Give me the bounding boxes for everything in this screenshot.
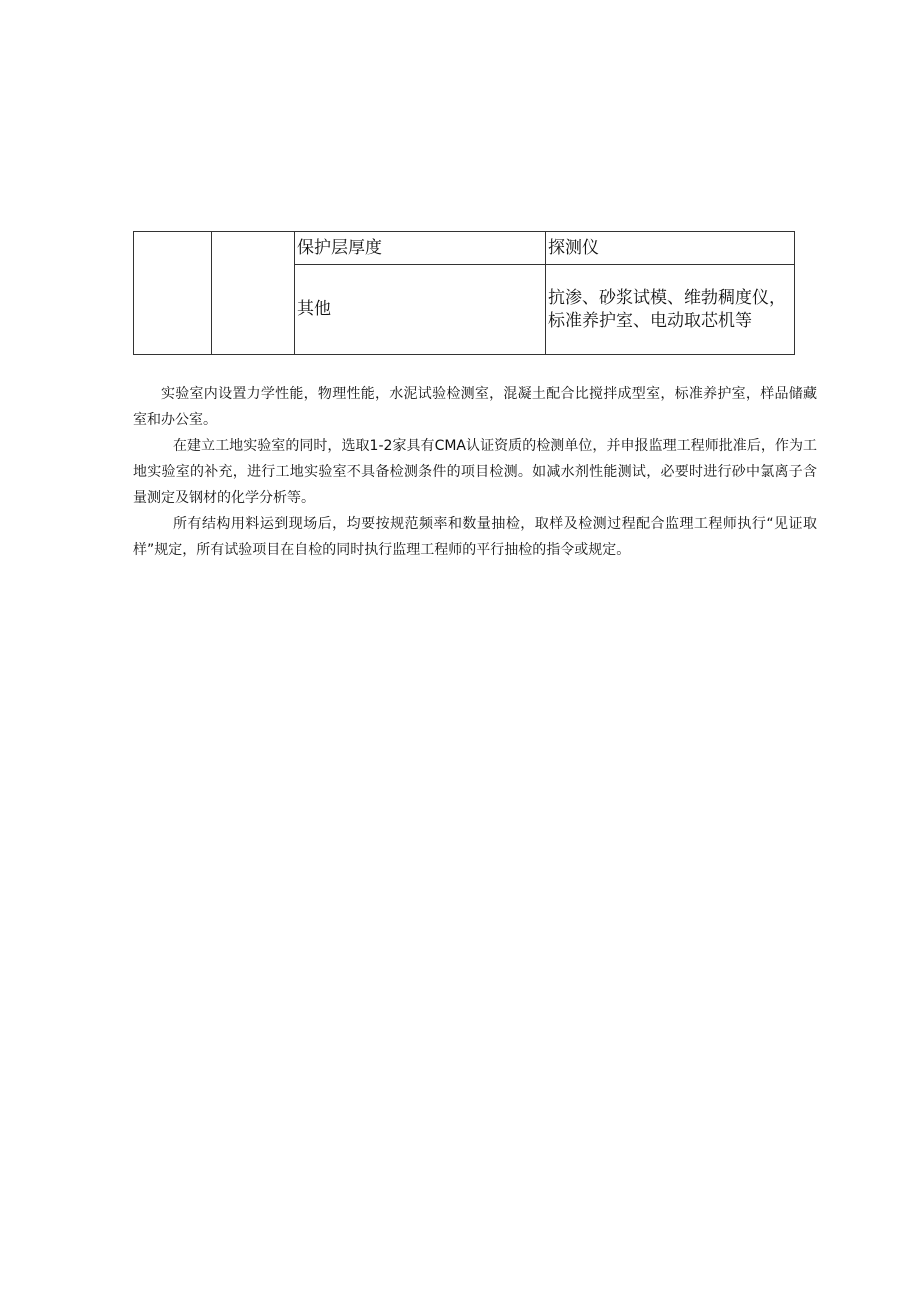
equipment-cell: 抗渗、砂浆试模、维勃稠度仪，标准养护室、电动取芯机等: [546, 265, 795, 355]
equipment-cell: 探测仪: [546, 232, 795, 265]
item-cell: 保护层厚度: [295, 232, 546, 265]
equipment-table: [133, 231, 795, 355]
empty-cell: [134, 232, 212, 355]
body-text: [133, 381, 817, 563]
empty-cell: [212, 232, 295, 355]
paragraph: 所有结构用料运到现场后，均要按规范频率和数量抽检，取样及检测过程配合监理工程师执行“见证取样”规定，所有试验项目在自检的同时执行监理工程师的平行抽检的指令或规定。: [133, 516, 817, 558]
paragraph: 在建立工地实验室的同时，选取1-2家具有CMA认证资质的检测单位，并申报监理工程师批准后，作为工地实验室的补充，进行工地实验室不具备检测条件的项目检测。如减水剂性能测试，必要时进行砂中氯离子含量测定及钢材的化学分析等。: [133, 438, 817, 506]
table-row: [134, 232, 795, 265]
paragraph: 实验室内设置力学性能，物理性能，水泥试验检测室，混凝土配合比搅拌成型室，标准养护室，样品储藏室和办公室。: [133, 386, 817, 428]
item-cell: 其他: [295, 265, 546, 355]
